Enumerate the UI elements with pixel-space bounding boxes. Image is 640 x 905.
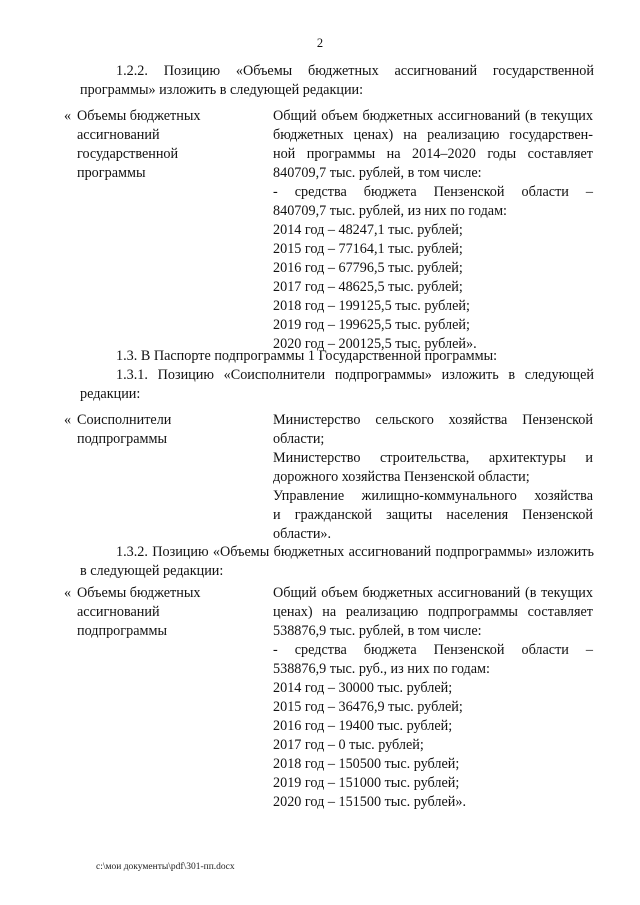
value-line: Управление жилищно-коммунального хозяйства [273, 488, 593, 504]
section-1-3-2-heading: 1.3.2. Позицию «Объемы бюджетных ассигнований подпрограммы» изложить в следующей редакции: [80, 544, 594, 579]
label-line: Соисполнители [77, 412, 172, 428]
value-line: и гражданской защиты населения Пензенской [273, 507, 593, 523]
value-line: Общий объем бюджетных ассигнований (в текущих [273, 585, 593, 601]
value-line: бюджетных ценах) на реализацию государствен- [273, 127, 593, 143]
value-line: области; [273, 431, 325, 447]
value-line: ценах) на реализацию подпрограммы составляет [273, 604, 593, 620]
label-line: программы [77, 165, 146, 181]
label-line: Объемы бюджетных [77, 108, 201, 124]
value-line: Общий объем бюджетных ассигнований (в текущих [273, 108, 593, 124]
position-label-coexecutors [77, 411, 257, 449]
position-value-budget-subprogram [273, 584, 593, 812]
value-line: 2019 год – 151000 тыс. рублей; [273, 775, 460, 791]
value-line: - средства бюджета Пензенской области – [273, 642, 593, 658]
value-line: 2018 год – 199125,5 тыс. рублей; [273, 298, 470, 314]
value-line: 2017 год – 0 тыс. рублей; [273, 737, 424, 753]
section-1-3-heading: 1.3. В Паспорте подпрограммы 1 Государственной программы: [116, 348, 498, 364]
value-line: 2015 год – 77164,1 тыс. рублей; [273, 241, 463, 257]
value-line: Министерство сельского хозяйства Пензенской [273, 412, 593, 428]
label-line: государственной [77, 146, 179, 162]
value-line: 538876,9 тыс. руб., из них по годам: [273, 661, 490, 677]
quote-mark: « [64, 585, 72, 601]
label-line: подпрограммы [77, 623, 167, 639]
value-line: 840709,7 тыс. рублей, из них по годам: [273, 203, 508, 219]
value-line: 2020 год – 151500 тыс. рублей». [273, 794, 466, 810]
value-line: 2016 год – 19400 тыс. рублей; [273, 718, 453, 734]
value-line: области». [273, 526, 332, 542]
label-line: подпрограммы [77, 431, 167, 447]
value-line: 2017 год – 48625,5 тыс. рублей; [273, 279, 463, 295]
value-line: 2014 год – 48247,1 тыс. рублей; [273, 222, 463, 238]
position-value-budget-program [273, 107, 593, 354]
value-line: дорожного хозяйства Пензенской области; [273, 469, 530, 485]
page-number: 2 [316, 36, 324, 50]
value-line: 2016 год – 67796,5 тыс. рублей; [273, 260, 463, 276]
label-line: ассигнований [77, 127, 160, 143]
value-line: ной программы на 2014–2020 годы составляет [273, 146, 593, 162]
value-line: 2020 год – 200125,5 тыс. рублей». [273, 336, 477, 352]
value-line: 538876,9 тыс. рублей, в том числе: [273, 623, 482, 639]
value-line: 2019 год – 199625,5 тыс. рублей; [273, 317, 470, 333]
section-1-3-1-heading: 1.3.1. Позицию «Соисполнители подпрограммы» изложить в следующей редакции: [80, 367, 594, 402]
value-line: 2014 год – 30000 тыс. рублей; [273, 680, 453, 696]
label-line: ассигнований [77, 604, 160, 620]
value-line: 840709,7 тыс. рублей, в том числе: [273, 165, 482, 181]
value-line: - средства бюджета Пензенской области – [273, 184, 593, 200]
quote-mark: « [64, 412, 72, 428]
position-label-budget-program [77, 107, 257, 183]
position-label-budget-subprogram [77, 584, 257, 641]
label-line: Объемы бюджетных [77, 585, 201, 601]
quote-mark: « [64, 108, 72, 124]
value-line: 2018 год – 150500 тыс. рублей; [273, 756, 460, 772]
position-value-coexecutors [273, 411, 593, 544]
value-line: Министерство строительства, архитектуры и [273, 450, 593, 466]
file-path-footer: c:\мои документы\pdf\301-пп.docx [96, 862, 235, 872]
value-line: 2015 год – 36476,9 тыс. рублей; [273, 699, 463, 715]
section-1-2-2-heading: 1.2.2. Позицию «Объемы бюджетных ассигнований государственной программы» изложить в следующей редакции: [80, 63, 594, 98]
